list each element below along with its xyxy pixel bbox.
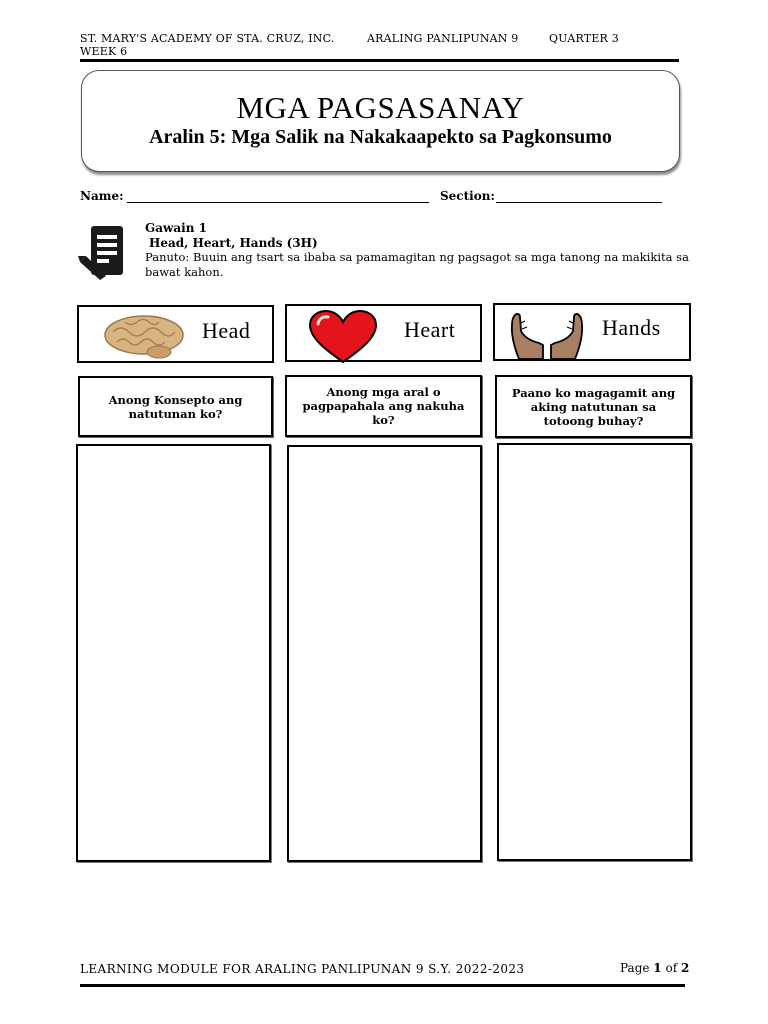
footer-rule [80,984,685,987]
quarter-label: QUARTER 3 [549,32,619,45]
heart-label: Heart [404,317,456,342]
hands-question-box [495,375,692,438]
activity-instructions: Panuto: Buuin ang tsart sa ibaba sa pamamagitan ng pagsagot sa mga tanong na makikita sa bawat kahon. [145,250,689,279]
head-answer-box[interactable] [76,444,271,862]
activity-subtitle: Head, Heart, Hands (3H) [149,236,318,250]
head-question: Anong Konsepto ang natutunan ko? [108,392,243,421]
head-label: Head [202,318,251,343]
section-label: Section: [440,189,495,203]
page-number [620,961,689,975]
section-field[interactable] [496,202,662,203]
heart-question: Anong mga aral o pagpapahala ang nakuha ko? [302,385,465,427]
page-total: 2 [680,961,690,975]
brain-icon [103,312,185,360]
page-of: of [661,961,681,975]
name-label: Name: [80,189,124,203]
heart-icon [308,310,378,364]
page-prefix: Page [620,961,654,975]
week-label: WEEK 6 [80,45,128,58]
subject-name: ARALING PANLIPUNAN 9 [367,32,519,45]
head-category-box [77,305,274,363]
hands-label: Hands [602,315,661,340]
header-rule [80,59,679,62]
heart-question-box [285,375,482,437]
name-field[interactable] [127,202,429,203]
hands-category-box [493,303,691,361]
hands-answer-box[interactable] [497,443,692,861]
activity-title: Gawain 1 [145,221,207,235]
head-question-box [78,376,273,437]
footer-module: LEARNING MODULE FOR ARALING PANLIPUNAN 9 S.Y. 2022-2023 [80,962,525,976]
page-title: MGA PAGSASANAY [236,90,525,125]
page-current: 1 [653,961,662,975]
lesson-subtitle: Aralin 5: Mga Salik na Nakakaapekto sa Pagkonsumo [149,126,612,148]
hands-icon [509,309,585,361]
worksheet-icon [78,222,134,280]
school-name: ST. MARY'S ACADEMY OF STA. CRUZ, INC. [80,32,335,45]
heart-answer-box[interactable] [287,445,482,862]
heart-category-box [285,304,482,362]
hands-question: Paano ko magagamit ang aking natutunan sa totoong buhay? [511,385,676,428]
